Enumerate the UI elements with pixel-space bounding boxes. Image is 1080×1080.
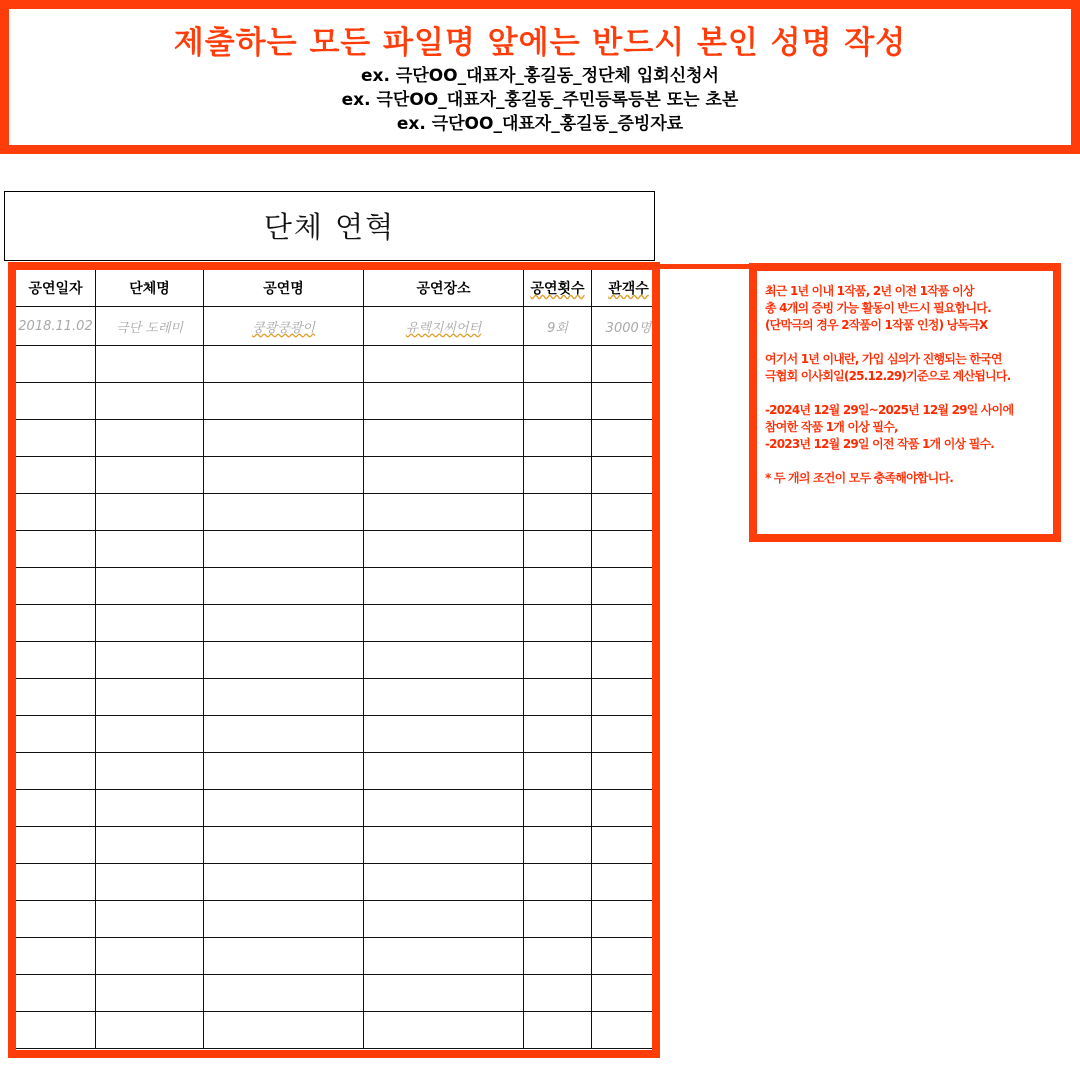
table-cell[interactable] xyxy=(16,383,96,420)
history-table xyxy=(15,269,660,1049)
table-cell[interactable] xyxy=(592,568,661,605)
table-row xyxy=(16,1012,661,1049)
sample-date[interactable]: 2018.11.02 xyxy=(16,307,96,346)
table-cell[interactable] xyxy=(524,975,592,1012)
table-cell[interactable] xyxy=(96,975,204,1012)
banner-example-3: ex. 극단OO_대표자_홍길동_증빙자료 xyxy=(396,114,684,134)
header-venue: 공연장소 xyxy=(364,270,524,307)
table-cell[interactable] xyxy=(96,827,204,864)
table-cell[interactable] xyxy=(204,642,364,679)
header-count xyxy=(524,270,592,307)
table-cell[interactable] xyxy=(364,642,524,679)
table-cell[interactable] xyxy=(204,827,364,864)
table-cell[interactable] xyxy=(16,346,96,383)
table-row xyxy=(16,864,661,901)
table-cell[interactable] xyxy=(364,568,524,605)
table-cell[interactable] xyxy=(592,420,661,457)
table-row xyxy=(16,494,661,531)
note-line xyxy=(765,334,1053,351)
note-line: -2024년 12월 29일~2025년 12월 29일 사이에 xyxy=(765,403,1014,417)
table-cell[interactable] xyxy=(364,864,524,901)
table-cell[interactable] xyxy=(96,568,204,605)
table-cell[interactable] xyxy=(524,679,592,716)
table-row xyxy=(16,457,661,494)
table-row xyxy=(16,420,661,457)
table-cell[interactable] xyxy=(524,642,592,679)
note-line: 참여한 작품 1개 이상 필수, xyxy=(765,420,898,434)
table-cell[interactable] xyxy=(364,346,524,383)
table-cell[interactable] xyxy=(524,531,592,568)
table-cell[interactable] xyxy=(96,531,204,568)
sample-venue-text: 유렉지씨어터 xyxy=(405,320,482,336)
sample-count[interactable]: 9회 xyxy=(524,307,592,346)
history-title-box xyxy=(4,191,655,261)
sample-group[interactable]: 극단 도레미 xyxy=(96,307,204,346)
table-cell[interactable] xyxy=(364,420,524,457)
table-cell[interactable] xyxy=(96,605,204,642)
note-line: 극협회 이사회일(25.12.29)기준으로 계산됩니다. xyxy=(765,369,1011,383)
table-cell[interactable] xyxy=(204,901,364,938)
table-header-row xyxy=(16,270,661,307)
note-line: (단막극의 경우 2작품이 1작품 인정) 낭독극X xyxy=(765,318,988,332)
table-row xyxy=(16,346,661,383)
table-cell[interactable] xyxy=(96,346,204,383)
note-line: 최근 1년 이내 1작품, 2년 이전 1작품 이상 xyxy=(765,284,974,298)
table-cell[interactable] xyxy=(592,642,661,679)
table-cell[interactable] xyxy=(204,568,364,605)
table-cell[interactable] xyxy=(364,679,524,716)
sample-row xyxy=(16,307,661,346)
table-cell[interactable] xyxy=(16,568,96,605)
table-cell[interactable] xyxy=(204,679,364,716)
sample-title-text: 쿵쾅쿵쾅이 xyxy=(252,320,315,336)
sample-audience[interactable]: 3000명 xyxy=(592,307,661,346)
note-line xyxy=(765,453,1053,470)
table-cell[interactable] xyxy=(592,827,661,864)
banner-example-2: ex. 극단OO_대표자_홍길동_주민등록등본 또는 초본 xyxy=(341,90,739,110)
filename-instruction-banner xyxy=(0,0,1080,154)
table-cell[interactable] xyxy=(16,790,96,827)
table-cell[interactable] xyxy=(364,975,524,1012)
table-cell[interactable] xyxy=(524,457,592,494)
table-cell[interactable] xyxy=(364,383,524,420)
table-cell[interactable] xyxy=(204,420,364,457)
table-cell[interactable] xyxy=(524,494,592,531)
table-cell[interactable] xyxy=(592,605,661,642)
table-cell[interactable] xyxy=(16,1012,96,1049)
table-cell[interactable] xyxy=(96,420,204,457)
banner-title: 제출하는 모든 파일명 앞에는 반드시 본인 성명 작성 xyxy=(173,25,907,61)
table-cell[interactable] xyxy=(524,568,592,605)
table-cell[interactable] xyxy=(16,642,96,679)
table-cell[interactable] xyxy=(96,457,204,494)
requirements-note xyxy=(749,263,1061,542)
table-cell[interactable] xyxy=(592,864,661,901)
table-cell[interactable] xyxy=(16,494,96,531)
table-row xyxy=(16,901,661,938)
table-cell[interactable] xyxy=(204,753,364,790)
table-cell[interactable] xyxy=(16,938,96,975)
table-cell[interactable] xyxy=(592,531,661,568)
table-row xyxy=(16,605,661,642)
table-cell[interactable] xyxy=(524,346,592,383)
table-cell[interactable] xyxy=(204,938,364,975)
table-cell[interactable] xyxy=(364,827,524,864)
table-cell[interactable] xyxy=(592,457,661,494)
table-cell[interactable] xyxy=(524,420,592,457)
table-cell[interactable] xyxy=(96,679,204,716)
table-cell[interactable] xyxy=(204,531,364,568)
table-cell[interactable] xyxy=(592,716,661,753)
table-cell[interactable] xyxy=(16,901,96,938)
history-table-highlight xyxy=(8,262,660,1058)
banner-example-1: ex. 극단OO_대표자_홍길동_정단체 입회신청서 xyxy=(361,66,719,86)
table-cell[interactable] xyxy=(592,346,661,383)
table-cell[interactable] xyxy=(96,753,204,790)
table-cell[interactable] xyxy=(364,901,524,938)
table-cell[interactable] xyxy=(16,753,96,790)
table-cell[interactable] xyxy=(364,716,524,753)
table-cell[interactable] xyxy=(204,383,364,420)
table-cell[interactable] xyxy=(204,494,364,531)
table-cell[interactable] xyxy=(204,457,364,494)
table-cell[interactable] xyxy=(524,901,592,938)
note-text-block xyxy=(757,271,1053,487)
table-cell[interactable] xyxy=(16,679,96,716)
table-cell[interactable] xyxy=(524,790,592,827)
table-cell[interactable] xyxy=(204,1012,364,1049)
table-cell[interactable] xyxy=(364,938,524,975)
header-audience xyxy=(592,270,661,307)
table-cell[interactable] xyxy=(592,753,661,790)
table-cell[interactable] xyxy=(364,790,524,827)
note-line: 총 4개의 증빙 가능 활동이 반드시 필요합니다. xyxy=(765,301,991,315)
history-title: 단체 연혁 xyxy=(263,210,396,244)
table-cell[interactable] xyxy=(16,531,96,568)
table-cell[interactable] xyxy=(96,383,204,420)
table-cell[interactable] xyxy=(524,753,592,790)
table-cell[interactable] xyxy=(524,938,592,975)
table-cell[interactable] xyxy=(592,975,661,1012)
table-row xyxy=(16,531,661,568)
table-cell[interactable] xyxy=(96,938,204,975)
table-row xyxy=(16,938,661,975)
table-cell[interactable] xyxy=(204,716,364,753)
header-count-text: 공연횟수 xyxy=(530,281,585,297)
table-row xyxy=(16,642,661,679)
table-row xyxy=(16,383,661,420)
table-cell[interactable] xyxy=(96,901,204,938)
table-row xyxy=(16,679,661,716)
table-row xyxy=(16,790,661,827)
table-row xyxy=(16,716,661,753)
table-cell[interactable] xyxy=(364,494,524,531)
table-cell[interactable] xyxy=(96,790,204,827)
header-date: 공연일자 xyxy=(16,270,96,307)
table-cell[interactable] xyxy=(96,864,204,901)
table-cell[interactable] xyxy=(364,531,524,568)
callout-connector-line xyxy=(652,264,752,269)
table-cell[interactable] xyxy=(592,1012,661,1049)
table-cell[interactable] xyxy=(204,975,364,1012)
header-group: 단체명 xyxy=(96,270,204,307)
table-cell[interactable] xyxy=(524,1012,592,1049)
table-cell[interactable] xyxy=(96,716,204,753)
table-cell[interactable] xyxy=(364,1012,524,1049)
table-cell[interactable] xyxy=(364,457,524,494)
table-cell[interactable] xyxy=(524,827,592,864)
table-cell[interactable] xyxy=(204,790,364,827)
sample-venue[interactable] xyxy=(364,307,524,346)
header-audience-text: 관객수 xyxy=(608,281,649,297)
table-cell[interactable] xyxy=(204,605,364,642)
table-cell[interactable] xyxy=(592,494,661,531)
table-cell[interactable] xyxy=(592,901,661,938)
table-cell[interactable] xyxy=(16,457,96,494)
table-cell[interactable] xyxy=(16,827,96,864)
table-row xyxy=(16,975,661,1012)
table-cell[interactable] xyxy=(16,605,96,642)
table-row xyxy=(16,753,661,790)
table-cell[interactable] xyxy=(16,716,96,753)
table-cell[interactable] xyxy=(524,716,592,753)
table-cell[interactable] xyxy=(524,383,592,420)
table-cell[interactable] xyxy=(364,605,524,642)
table-cell[interactable] xyxy=(16,864,96,901)
table-cell[interactable] xyxy=(592,383,661,420)
table-cell[interactable] xyxy=(524,605,592,642)
table-cell[interactable] xyxy=(204,346,364,383)
note-line: * 두 개의 조건이 모두 충족해야합니다. xyxy=(765,471,954,485)
table-cell[interactable] xyxy=(592,790,661,827)
table-cell[interactable] xyxy=(96,494,204,531)
header-title: 공연명 xyxy=(204,270,364,307)
table-cell[interactable] xyxy=(16,420,96,457)
table-cell[interactable] xyxy=(524,864,592,901)
table-cell[interactable] xyxy=(592,938,661,975)
note-line: -2023년 12월 29일 이전 작품 1개 이상 필수. xyxy=(765,437,995,451)
table-cell[interactable] xyxy=(16,975,96,1012)
table-cell[interactable] xyxy=(96,642,204,679)
table-cell[interactable] xyxy=(96,1012,204,1049)
table-cell[interactable] xyxy=(204,864,364,901)
note-line: 여기서 1년 이내란, 가입 심의가 진행되는 한국연 xyxy=(765,352,1002,366)
table-cell[interactable] xyxy=(364,753,524,790)
note-line xyxy=(765,385,1053,402)
table-row xyxy=(16,827,661,864)
sample-title[interactable] xyxy=(204,307,364,346)
table-row xyxy=(16,568,661,605)
table-cell[interactable] xyxy=(592,679,661,716)
